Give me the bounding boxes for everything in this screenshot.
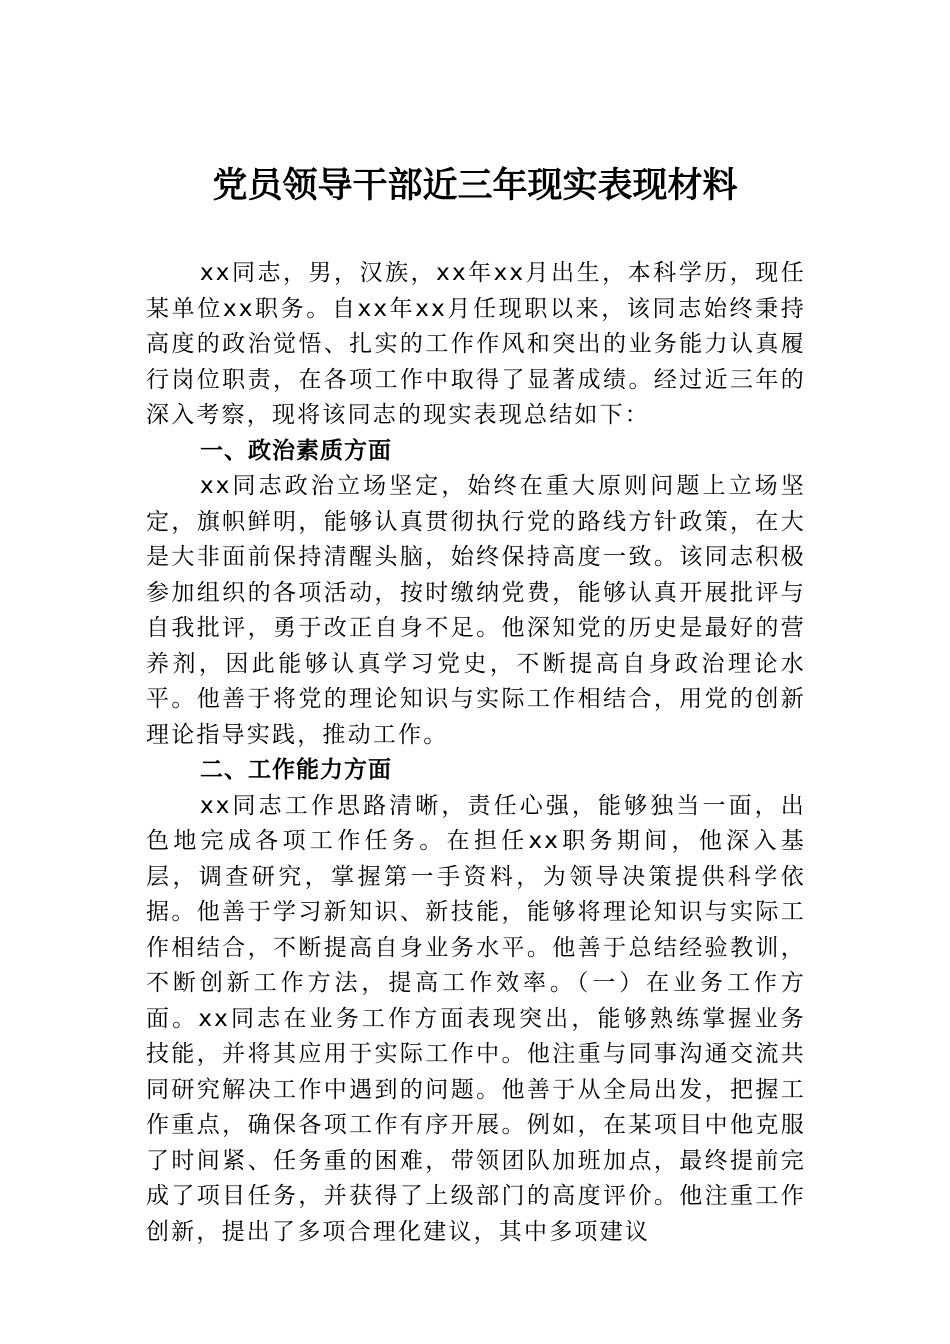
document-body: [146, 256, 806, 1250]
section-heading-work-ability: 二、工作能力方面: [200, 757, 392, 783]
document-title: 党员领导干部近三年现实表现材料: [212, 165, 738, 206]
section-heading-political: 一、政治素质方面: [200, 437, 392, 464]
section-paragraph-political: xx同志政治立场坚定，始终在重大原则问题上立场坚定，旗帜鲜明，能够认真贯彻执行党的路线方针政策，在大是大非面前保持清醒头脑，始终保持高度一致。该同志积极参加组织的各项活动，按时缴纳党费，能够认真开展批评与自我批评，勇于改正自身不足。他深知党的历史是最好的营养剂，因此能够认真学习党史，不断提高自身政治理论水平。他善于将党的理论知识与实际工作相结合，用党的创新理论指导实践，推动工作。: [146, 473, 806, 748]
intro-paragraph: xx同志，男，汉族，xx年xx月出生，本科学历，现任某单位xx职务。自xx年xx月任现职以来，该同志始终秉持高度的政治觉悟、扎实的工作作风和突出的业务能力认真履行岗位职责，在各项工作中取得了显著成绩。经过近三年的深入考察，现将该同志的现实表现总结如下：: [146, 260, 806, 428]
section-paragraph-work-ability: xx同志工作思路清晰，责任心强，能够独当一面，出色地完成各项工作任务。在担任xx职务期间，他深入基层，调查研究，掌握第一手资料，为领导决策提供科学依据。他善于学习新知识、新技能，能够将理论知识与实际工作相结合，不断提高自身业务水平。他善于总结经验教训，不断创新工作方法，提高工作效率。（一）在业务工作方面。xx同志在业务工作方面表现突出，能够熟练掌握业务技能，并将其应用于实际工作中。他注重与同事沟通交流共同研究解决工作中遇到的问题。他善于从全局出发，把握工作重点，确保各项工作有序开展。例如，在某项目中他克服了时间紧、任务重的困难，带领团队加班加点，最终提前完成了项目任务，并获得了上级部门的高度评价。他注重工作创新，提出了多项合理化建议，其中多项建议: [146, 792, 806, 1245]
